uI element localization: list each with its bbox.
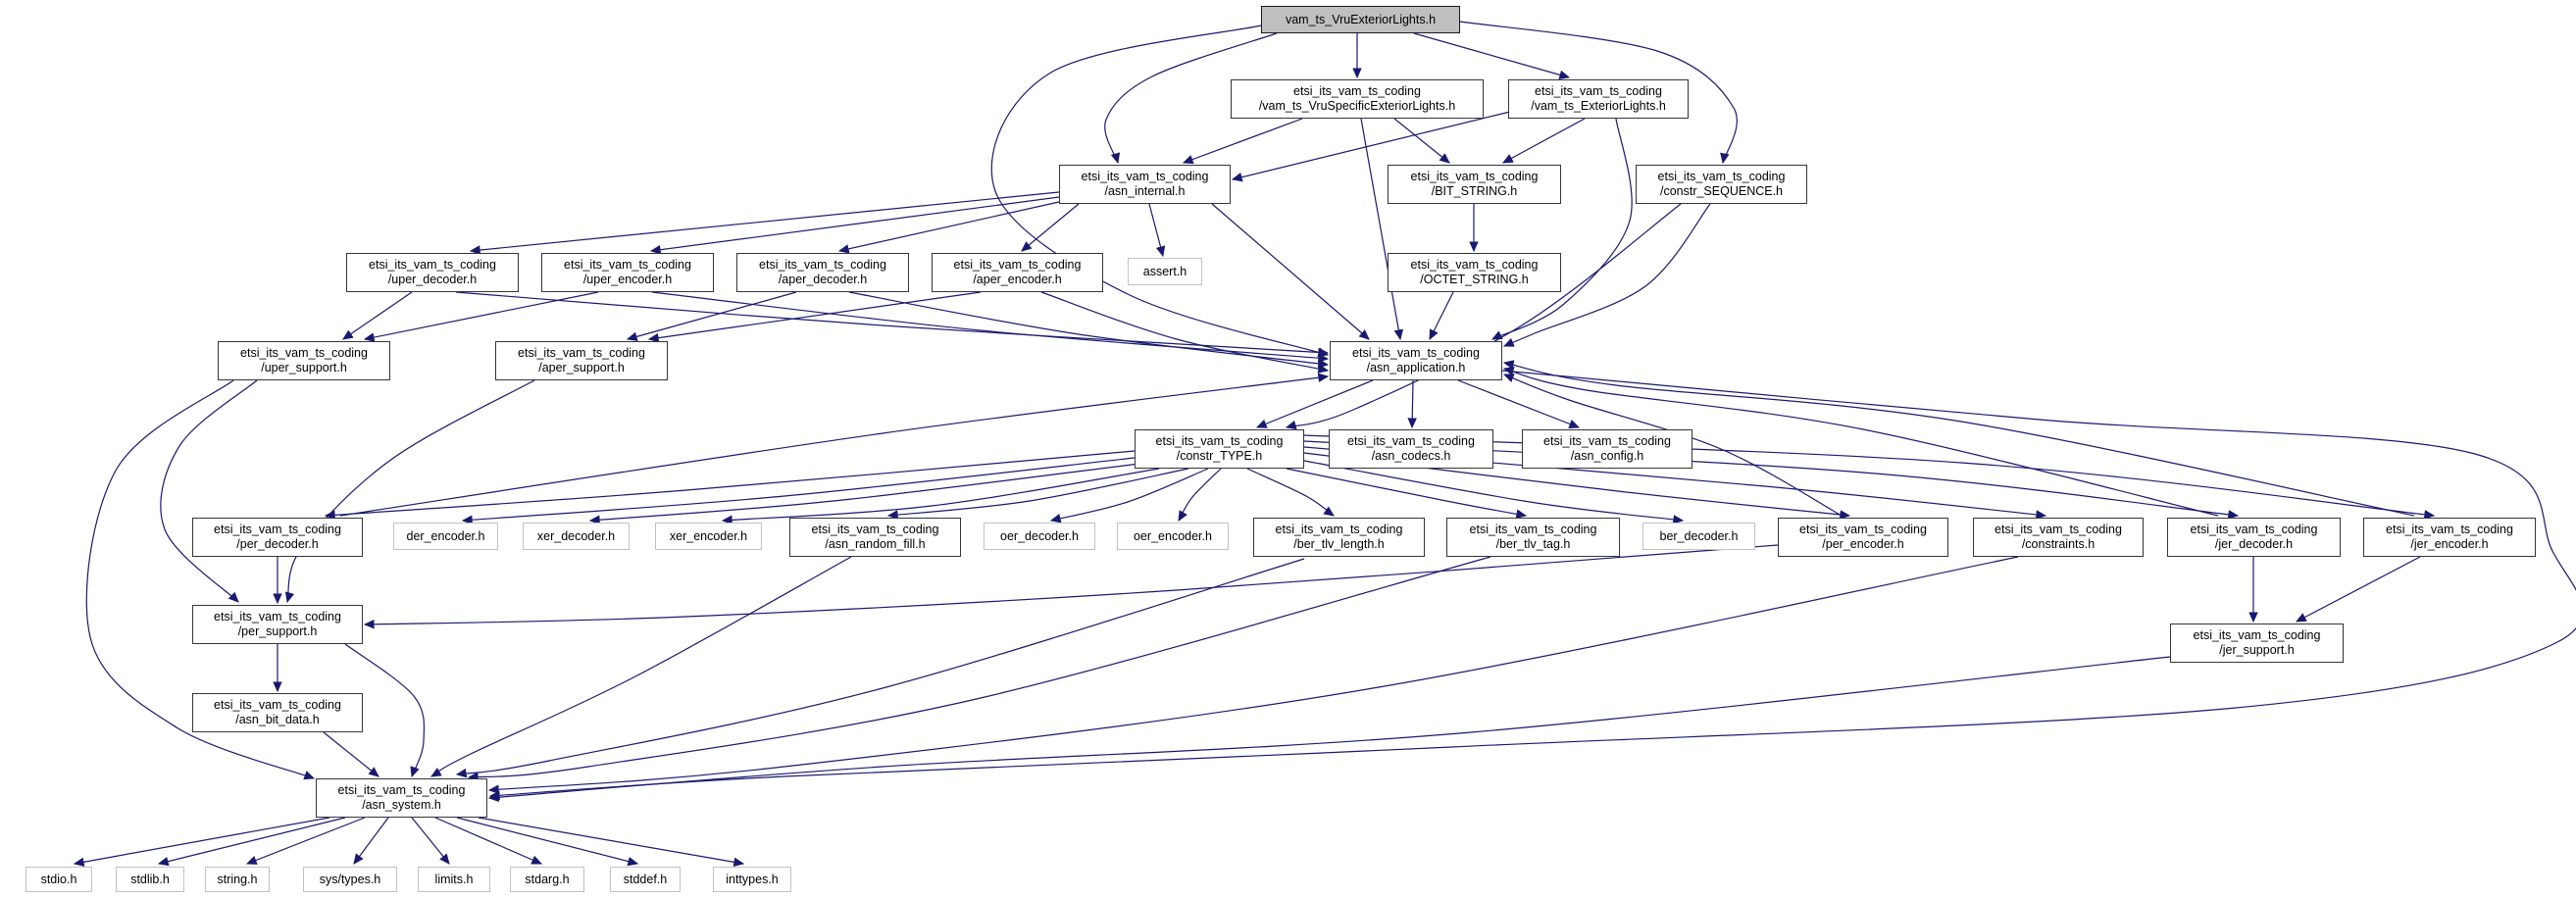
node-label-line: etsi_its_vam_ts_coding bbox=[2193, 628, 2321, 642]
node-constr-sequence[interactable] bbox=[1636, 165, 1807, 204]
node-per-decoder[interactable] bbox=[192, 518, 363, 557]
node-label-line: /asn_internal.h bbox=[1104, 184, 1186, 198]
node-oer-decoder bbox=[984, 523, 1095, 550]
edge-constr-type-to-oer-encoder bbox=[1179, 469, 1221, 521]
node-stdarg bbox=[510, 867, 584, 892]
node-label-line: etsi_its_vam_ts_coding bbox=[214, 610, 341, 624]
node-constraints[interactable] bbox=[1973, 518, 2144, 557]
node-label-line: ber_decoder.h bbox=[1659, 528, 1739, 543]
node-asn-system[interactable] bbox=[316, 778, 487, 818]
node-xer-decoder bbox=[523, 523, 630, 550]
node-label-line: etsi_its_vam_ts_coding bbox=[1293, 84, 1421, 98]
edge-asn-application-to-asn-codecs bbox=[1412, 380, 1413, 427]
node-label-line: /ber_tlv_length.h bbox=[1293, 537, 1385, 551]
edge-vru-specific-to-bit-string bbox=[1394, 119, 1449, 163]
node-label-line: stdarg.h bbox=[525, 872, 570, 886]
edge-asn-random-fill-to-asn-system bbox=[431, 557, 851, 776]
node-label-line: sys/types.h bbox=[319, 872, 381, 886]
node-asn-internal[interactable] bbox=[1059, 165, 1231, 204]
node-label-line: etsi_its_vam_ts_coding bbox=[1543, 434, 1671, 448]
edge-constr-type-to-ber-decoder bbox=[1304, 461, 1683, 521]
node-label-line: stdlib.h bbox=[130, 872, 170, 886]
node-label-line: xer_decoder.h bbox=[536, 528, 616, 543]
node-ber-tlv-length[interactable] bbox=[1253, 518, 1425, 557]
node-label-line: /vam_ts_VruSpecificExteriorLights.h bbox=[1258, 99, 1456, 113]
node-ber-decoder bbox=[1642, 523, 1755, 550]
node-label-line: oer_encoder.h bbox=[1134, 528, 1212, 543]
node-xer-encoder bbox=[655, 523, 762, 550]
node-label-line: /OCTET_STRING.h bbox=[1420, 273, 1529, 286]
node-label-line: vam_ts_VruExteriorLights.h bbox=[1285, 12, 1437, 26]
node-asn-bit-data[interactable] bbox=[192, 693, 363, 732]
node-constr-type[interactable] bbox=[1135, 429, 1304, 469]
node-aper-encoder[interactable] bbox=[932, 253, 1103, 292]
node-label-line: /vam_ts_ExteriorLights.h bbox=[1531, 99, 1666, 113]
node-oer-encoder bbox=[1117, 523, 1229, 550]
node-per-support[interactable] bbox=[192, 605, 363, 644]
node-label-line: etsi_its_vam_ts_coding bbox=[1410, 258, 1539, 272]
node-label-line: /aper_decoder.h bbox=[778, 273, 868, 286]
node-label-line: etsi_its_vam_ts_coding bbox=[369, 258, 496, 272]
node-label-line: etsi_its_vam_ts_coding bbox=[1081, 170, 1209, 183]
node-vru-specific[interactable] bbox=[1231, 79, 1484, 119]
node-uper-encoder[interactable] bbox=[541, 253, 714, 292]
node-label-line: /BIT_STRING.h bbox=[1431, 184, 1518, 198]
node-jer-decoder[interactable] bbox=[2167, 518, 2341, 557]
node-ber-tlv-tag[interactable] bbox=[1446, 518, 1620, 557]
node-label-line: /jer_encoder.h bbox=[2410, 537, 2489, 551]
node-label-line: etsi_its_vam_ts_coding bbox=[1155, 434, 1284, 448]
node-jer-encoder[interactable] bbox=[2363, 518, 2536, 557]
node-stdlib bbox=[116, 867, 184, 892]
node-label-line: /jer_support.h bbox=[2219, 643, 2295, 657]
node-label-line: /uper_support.h bbox=[261, 361, 347, 374]
node-label-line: /aper_support.h bbox=[538, 361, 625, 374]
edge-asn-system-to-sys-types bbox=[354, 818, 388, 864]
node-label-line: etsi_its_vam_ts_coding bbox=[1275, 523, 1403, 536]
node-label-line: inttypes.h bbox=[726, 872, 779, 886]
node-jer-support[interactable] bbox=[2170, 624, 2344, 663]
node-label-line: etsi_its_vam_ts_coding bbox=[953, 258, 1082, 272]
node-bit-string[interactable] bbox=[1388, 165, 1561, 204]
edge-asn-system-to-string bbox=[247, 818, 365, 864]
edge-root-to-exterior-lights bbox=[1414, 33, 1569, 77]
node-label-line: etsi_its_vam_ts_coding bbox=[337, 783, 466, 797]
edge-vru-specific-to-asn-application bbox=[1361, 119, 1400, 339]
edge-constr-type-to-per-decoder bbox=[326, 451, 1135, 516]
edge-jer-encoder-to-jer-support bbox=[2297, 557, 2420, 622]
node-label-line: etsi_its_vam_ts_coding bbox=[2386, 523, 2513, 536]
edge-asn-system-to-stdarg bbox=[435, 818, 541, 864]
node-asn-random-fill[interactable] bbox=[789, 518, 961, 557]
node-assert bbox=[1128, 258, 1202, 285]
node-label-line: /asn_config.h bbox=[1570, 449, 1644, 463]
node-uper-decoder[interactable] bbox=[346, 253, 519, 292]
node-limits bbox=[418, 867, 490, 892]
edge-asn-bit-data-to-asn-system bbox=[324, 732, 379, 776]
node-label-line: /aper_encoder.h bbox=[973, 273, 1062, 286]
node-label-line: etsi_its_vam_ts_coding bbox=[564, 258, 691, 272]
edge-uper-encoder-to-uper-support bbox=[365, 292, 598, 339]
edge-asn-internal-to-uper-encoder bbox=[651, 197, 1059, 251]
node-label-line: xer_encoder.h bbox=[669, 528, 748, 543]
node-label-line: /uper_decoder.h bbox=[387, 273, 478, 286]
node-label-line: etsi_its_vam_ts_coding bbox=[1657, 170, 1786, 183]
node-label-line: /per_decoder.h bbox=[236, 537, 319, 551]
node-label-line: der_encoder.h bbox=[406, 528, 485, 543]
edge-asn-system-to-limits bbox=[412, 818, 449, 864]
edge-vru-specific-to-asn-internal bbox=[1184, 119, 1302, 163]
node-label-line: /constr_SEQUENCE.h bbox=[1659, 184, 1784, 198]
edge-exterior-lights-to-asn-application bbox=[1492, 119, 1632, 339]
node-asn-application[interactable] bbox=[1330, 341, 1502, 380]
node-label-line: /ber_tlv_tag.h bbox=[1495, 537, 1571, 551]
node-label-line: etsi_its_vam_ts_coding bbox=[1995, 523, 2122, 536]
node-label-line: etsi_its_vam_ts_coding bbox=[518, 346, 645, 360]
node-label-line: /per_encoder.h bbox=[1822, 537, 1904, 551]
node-label-line: /asn_application.h bbox=[1366, 361, 1466, 374]
node-label-line: /asn_bit_data.h bbox=[235, 713, 320, 726]
node-per-encoder[interactable] bbox=[1778, 518, 1948, 557]
node-label-line: stddef.h bbox=[623, 872, 668, 886]
node-label-line: etsi_its_vam_ts_coding bbox=[1535, 84, 1662, 98]
edge-asn-internal-to-asn-application bbox=[1212, 204, 1369, 339]
node-label-line: limits.h bbox=[434, 872, 474, 886]
node-label-line: etsi_its_vam_ts_coding bbox=[214, 523, 341, 536]
node-aper-decoder[interactable] bbox=[736, 253, 909, 292]
node-label-line: assert.h bbox=[1142, 264, 1187, 278]
node-label-line: etsi_its_vam_ts_coding bbox=[759, 258, 886, 272]
node-label-line: etsi_its_vam_ts_coding bbox=[1352, 346, 1480, 360]
node-label-line: etsi_its_vam_ts_coding bbox=[214, 698, 341, 712]
edge-constr-type-to-der-encoder bbox=[463, 458, 1135, 521]
edge-asn-internal-to-assert bbox=[1149, 204, 1163, 256]
node-label-line: etsi_its_vam_ts_coding bbox=[1410, 170, 1539, 183]
edge-constr-sequence-to-constr-type bbox=[1287, 204, 1681, 427]
node-stddef bbox=[610, 867, 681, 892]
node-label-line: stdio.h bbox=[40, 872, 77, 886]
edge-asn-system-to-stdio bbox=[75, 818, 329, 864]
node-string bbox=[205, 867, 270, 892]
node-octet-string[interactable] bbox=[1388, 253, 1561, 292]
edge-aper-encoder-to-asn-application bbox=[1041, 292, 1328, 371]
edge-asn-internal-to-aper-encoder bbox=[1022, 204, 1079, 251]
node-label-line: /uper_encoder.h bbox=[582, 273, 673, 286]
node-label-line: /per_support.h bbox=[237, 624, 318, 638]
edge-octet-string-to-asn-application bbox=[1430, 292, 1453, 339]
edges-group bbox=[75, 22, 2576, 864]
edge-exterior-lights-to-bit-string bbox=[1503, 119, 1585, 163]
edge-asn-application-to-constr-type bbox=[1257, 380, 1373, 427]
edge-asn-system-to-stdlib bbox=[159, 818, 345, 864]
edge-uper-encoder-to-asn-application bbox=[652, 292, 1328, 359]
node-label-line: etsi_its_vam_ts_coding bbox=[811, 523, 939, 536]
node-label-line: string.h bbox=[217, 872, 258, 886]
edge-constr-type-to-oer-decoder bbox=[1051, 469, 1208, 521]
node-inttypes bbox=[713, 867, 791, 892]
edge-asn-application-to-asn-config bbox=[1458, 380, 1579, 427]
node-stdio bbox=[25, 867, 92, 892]
node-label-line: /constraints.h bbox=[2021, 537, 2096, 551]
node-label-line: /asn_system.h bbox=[362, 798, 441, 812]
edge-ber-tlv-tag-to-asn-system bbox=[469, 557, 1490, 777]
node-label-line: /asn_random_fill.h bbox=[825, 537, 926, 551]
edge-asn-internal-to-aper-decoder bbox=[839, 202, 1059, 251]
edge-ber-tlv-length-to-asn-system bbox=[457, 559, 1304, 774]
node-aper-support[interactable] bbox=[495, 341, 668, 380]
edge-uper-support-to-per-support bbox=[161, 380, 257, 602]
node-label-line: etsi_its_vam_ts_coding bbox=[1799, 523, 1927, 536]
node-label-line: /constr_TYPE.h bbox=[1176, 449, 1263, 463]
node-label-line: etsi_its_vam_ts_coding bbox=[2190, 523, 2318, 536]
node-asn-codecs[interactable] bbox=[1329, 429, 1493, 469]
edge-constr-type-to-xer-encoder bbox=[723, 469, 1159, 521]
edge-constr-type-to-asn-random-fill bbox=[888, 469, 1188, 516]
node-uper-support[interactable] bbox=[218, 341, 390, 380]
node-label-line: etsi_its_vam_ts_coding bbox=[1347, 434, 1475, 448]
edge-aper-encoder-to-aper-support bbox=[649, 292, 981, 339]
edge-per-encoder-to-per-support bbox=[365, 545, 1778, 624]
node-label-line: oer_decoder.h bbox=[1000, 528, 1079, 543]
node-root bbox=[1261, 6, 1460, 33]
node-label-line: etsi_its_vam_ts_coding bbox=[1469, 523, 1597, 536]
node-sys-types bbox=[303, 867, 397, 892]
node-der-encoder bbox=[393, 523, 498, 550]
node-label-line: etsi_its_vam_ts_coding bbox=[240, 346, 368, 360]
node-label-line: /asn_codecs.h bbox=[1371, 449, 1451, 463]
edge-constraints-to-asn-system bbox=[489, 557, 2018, 790]
node-asn-config[interactable] bbox=[1522, 429, 1692, 469]
node-exterior-lights[interactable] bbox=[1508, 79, 1689, 119]
node-label-line: /jer_decoder.h bbox=[2214, 537, 2294, 551]
